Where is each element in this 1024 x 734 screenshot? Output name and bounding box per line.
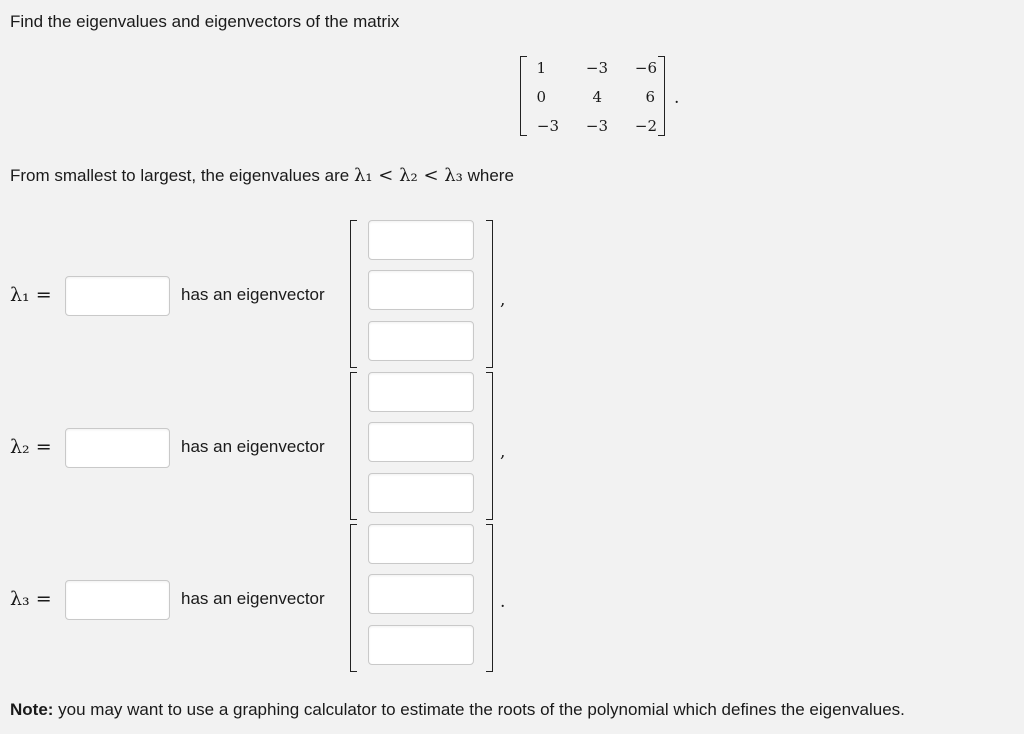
vector-2-component-1[interactable] xyxy=(368,372,474,412)
vector-3-left-bracket xyxy=(350,524,357,672)
vector-2-left-bracket xyxy=(350,372,357,520)
matrix-cell: 6 xyxy=(645,88,655,106)
eigenvalue-order-statement xyxy=(10,165,514,186)
vector-2-right-bracket xyxy=(486,372,493,520)
vector-2-punct: , xyxy=(500,442,506,462)
matrix-cell: 4 xyxy=(592,88,602,106)
note-label: Note: xyxy=(10,700,54,719)
order-where: where xyxy=(467,166,514,185)
matrix-cell: 0 xyxy=(536,88,546,106)
matrix-cell: 1 xyxy=(536,59,546,77)
matrix-period: . xyxy=(674,88,680,108)
matrix-cell: −3 xyxy=(536,117,559,135)
vector-3-component-3[interactable] xyxy=(368,625,474,665)
lambda-1-label: λ₁ = xyxy=(10,284,52,306)
note-text xyxy=(10,700,905,720)
order-math: λ₁ < λ₂ < λ₃ xyxy=(353,165,463,186)
vector-3-component-2[interactable] xyxy=(368,574,474,614)
lambda-3-label: λ₃ = xyxy=(10,588,52,610)
note-body: you may want to use a graphing calculator to estimate the roots of the polynomial which defines the eigenvalues. xyxy=(53,700,905,719)
vector-1-punct: , xyxy=(500,290,506,310)
has-eigenvector-text-2: has an eigenvector xyxy=(181,437,325,456)
vector-1-left-bracket xyxy=(350,220,357,368)
vector-3-right-bracket xyxy=(486,524,493,672)
vector-1-component-2[interactable] xyxy=(368,270,474,310)
vector-2-component-2[interactable] xyxy=(368,422,474,462)
vector-1-component-3[interactable] xyxy=(368,321,474,361)
vector-3-component-1[interactable] xyxy=(368,524,474,564)
matrix-cell: −2 xyxy=(634,117,657,135)
given-matrix xyxy=(520,56,665,136)
matrix-cell: −3 xyxy=(585,117,608,135)
lambda-2-label: λ₂ = xyxy=(10,436,52,458)
matrix-right-bracket xyxy=(658,56,665,136)
has-eigenvector-text-1: has an eigenvector xyxy=(181,285,325,304)
lambda-3-input[interactable] xyxy=(65,580,170,620)
has-eigenvector-text-3: has an eigenvector xyxy=(181,589,325,608)
vector-1-component-1[interactable] xyxy=(368,220,474,260)
lambda-1-input[interactable] xyxy=(65,276,170,316)
matrix-cell: −3 xyxy=(585,59,608,77)
matrix-cell: −6 xyxy=(634,59,657,77)
problem-prompt: Find the eigenvalues and eigenvectors of the matrix xyxy=(10,12,400,31)
order-text: From smallest to largest, the eigenvalues are xyxy=(10,166,350,185)
vector-2-component-3[interactable] xyxy=(368,473,474,513)
lambda-2-input[interactable] xyxy=(65,428,170,468)
vector-3-punct: . xyxy=(500,592,506,612)
vector-1-right-bracket xyxy=(486,220,493,368)
